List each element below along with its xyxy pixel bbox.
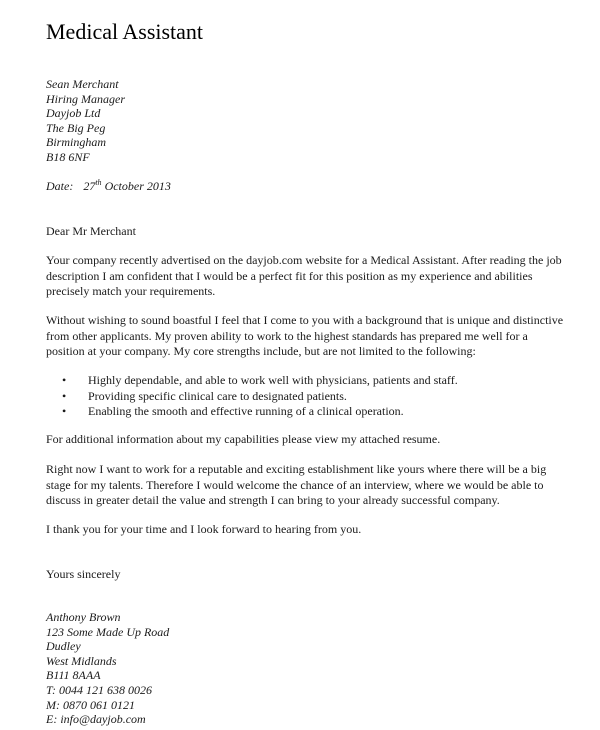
paragraph-line: stage for my talents. Therefore I would welcome the chance of an interview, where we would be able to [46, 477, 544, 492]
sender-email: E: info@dayjob.com [46, 712, 146, 727]
letter-date [46, 179, 171, 194]
paragraph-line: I thank you for your time and I look forward to hearing from you. [46, 522, 362, 536]
date-suffix: th [95, 178, 102, 187]
list-item-text: Highly dependable, and able to work well with physicians, patients and staff. [88, 373, 458, 387]
paragraph-thanks [46, 522, 566, 538]
recipient-name: Sean Merchant [46, 77, 119, 91]
list-item-text: Enabling the smooth and effective running of a clinical operation. [88, 404, 404, 418]
date-day: 27 [83, 179, 96, 193]
paragraph-line: For additional information about my capabilities please view my attached resume. [46, 432, 441, 446]
bullet-icon: • [62, 373, 67, 387]
strengths-list [62, 373, 458, 420]
sender-postcode: B111 8AAA [46, 668, 101, 683]
paragraph-line: description I am confident that I would be a perfect fit for this position as my experience and abilities [46, 268, 533, 283]
list-item [62, 404, 458, 420]
sender-name: Anthony Brown [46, 610, 121, 624]
recipient-city: Birmingham [46, 135, 106, 150]
sender-mobile: M: 0870 061 0121 [46, 697, 135, 712]
list-item [62, 373, 458, 389]
bullet-icon: • [62, 388, 67, 403]
paragraph-line: from other applicants. My proven ability to work to the highest standards has prepared me well for a [46, 328, 528, 343]
bullet-icon: • [62, 404, 67, 418]
paragraph-line: Without wishing to sound boastful I feel that I come to you with a background that is unique and distinctive [46, 313, 564, 327]
paragraph-background [46, 313, 566, 360]
sender-telephone: T: 0044 121 638 0026 [46, 682, 153, 697]
sender-town: Dudley [46, 639, 81, 654]
recipient-address [46, 77, 125, 165]
list-item [62, 389, 458, 405]
paragraph-intro [46, 253, 566, 300]
recipient-postcode: B18 6NF [46, 149, 90, 164]
sender-region: West Midlands [46, 653, 117, 668]
sender-signature [46, 610, 169, 727]
sender-street: 123 Some Made Up Road [46, 624, 170, 639]
recipient-street: The Big Peg [46, 120, 106, 135]
date-rest: October 2013 [104, 179, 171, 193]
page-title: Medical Assistant [46, 19, 204, 44]
paragraph-line: position at your company. My core strengths include, but are not limited to the following: [46, 344, 476, 358]
paragraph-line: Right now I want to work for a reputable and exciting establishment like yours where there will be a big [46, 462, 547, 476]
paragraph-line: discuss in greater detail the value and strength I can bring to your already successful company. [46, 493, 500, 507]
paragraph-line: Your company recently advertised on the dayjob.com website for a Medical Assistant. After reading the job [46, 253, 562, 267]
date-label: Date: [46, 179, 74, 193]
salutation: Dear Mr Merchant [46, 224, 136, 238]
paragraph-line: precisely match your requirements. [46, 284, 216, 298]
paragraph-resume [46, 432, 566, 448]
list-item-text: Providing specific clinical care to designated patients. [88, 388, 347, 403]
recipient-company: Dayjob Ltd [46, 106, 101, 121]
closing: Yours sincerely [46, 567, 121, 581]
recipient-position: Hiring Manager [46, 91, 125, 106]
paragraph-interview [46, 462, 566, 509]
